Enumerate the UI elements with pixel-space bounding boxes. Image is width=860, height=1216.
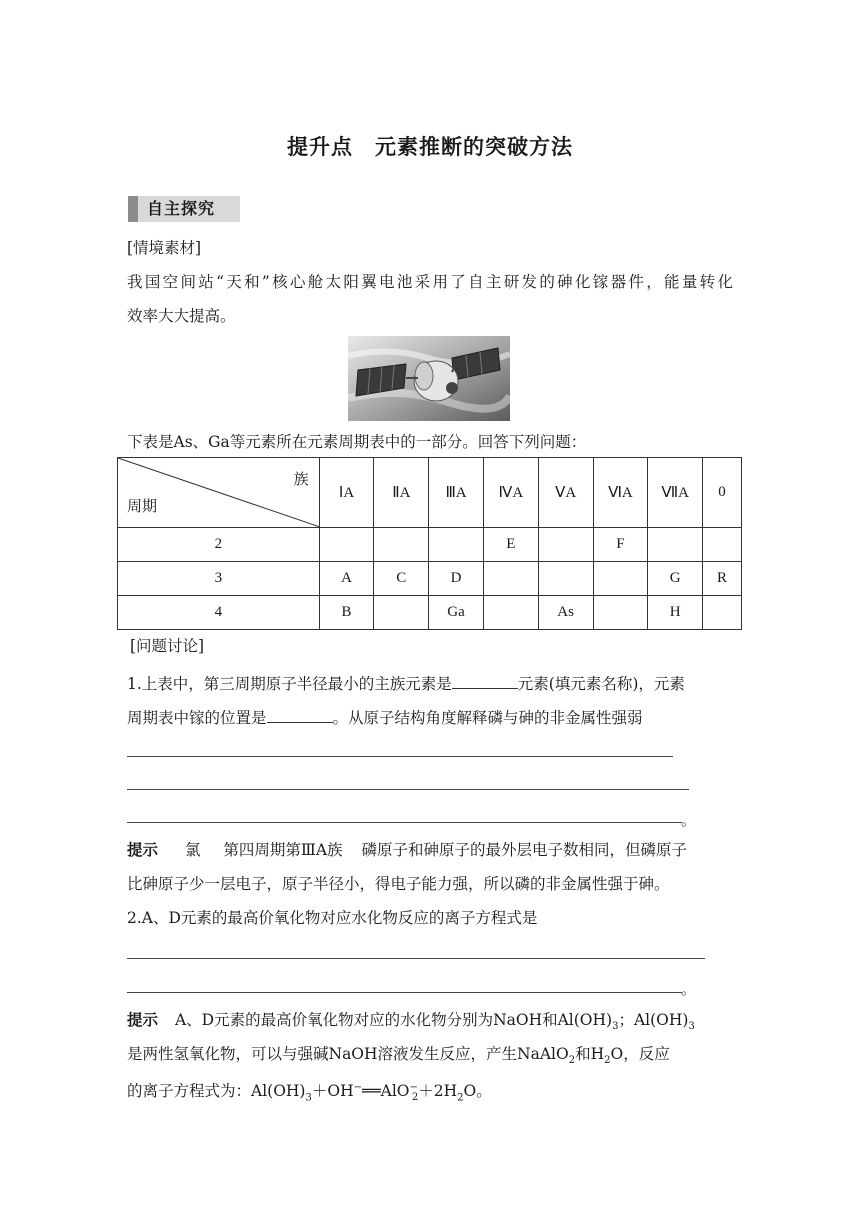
situation-line-2: 效率大大提高。 <box>127 307 236 325</box>
element-cell <box>374 596 429 630</box>
hint1-answer-1: 氯 <box>184 841 201 859</box>
title-part-2: 元素推断的突破方法 <box>375 135 573 159</box>
corner-diagonal-line <box>118 458 320 527</box>
q1-end-period: 。 <box>681 811 697 829</box>
element-cell: G <box>648 562 703 596</box>
hint2-label: 提示 <box>127 1011 159 1029</box>
q2-end-period: 。 <box>681 980 697 998</box>
situation-label: [情境素材] <box>127 239 202 257</box>
subscript-3: 3 <box>305 1092 312 1104</box>
table-corner-cell <box>118 458 320 528</box>
section-tag <box>128 196 240 222</box>
q2-answer-line-2[interactable] <box>127 992 682 993</box>
hint2-line-1 <box>127 1010 695 1037</box>
discussion-label: [问题讨论] <box>130 637 205 655</box>
hint2-line-2 <box>127 1044 670 1071</box>
corner-group-label: 族 <box>293 472 309 488</box>
element-cell: A <box>319 562 374 596</box>
hint2-eq-e: O。 <box>463 1082 492 1101</box>
group-header: ⅤA <box>538 458 593 528</box>
element-cell: B <box>319 596 374 630</box>
table-intro: 下表是As、Ga等元素所在元素周期表中的一部分。回答下列问题： <box>127 433 587 451</box>
element-cell: F <box>593 528 648 562</box>
corner-period-label: 周期 <box>127 499 158 515</box>
table-row <box>118 596 742 630</box>
element-cell: E <box>483 528 538 562</box>
q1-answer-line-2[interactable] <box>127 789 689 790</box>
hint2-text-e: O，反应 <box>610 1045 670 1063</box>
element-cell <box>593 562 648 596</box>
hint1-answer-3: 磷原子和砷原子的最外层电子数相同，但磷原子 <box>361 841 688 859</box>
hint2-eq-d: ＋2H <box>418 1082 458 1101</box>
subscript-2: 2 <box>457 1092 464 1104</box>
space-station-illustration <box>348 336 510 421</box>
group-header: ⅢA <box>429 458 484 528</box>
title-part-1: 提升点 <box>287 135 353 159</box>
q1-blank-1[interactable] <box>452 672 518 689</box>
hint1-answer-2: 第四周期第ⅢA族 <box>223 841 343 859</box>
q2-answer-line-1[interactable] <box>127 958 705 959</box>
situation-line-1: 我国空间站“天和”核心舱太阳翼电池采用了自主研发的砷化镓器件，能量转化 <box>127 273 733 291</box>
hint2-text-d: 和H <box>575 1045 605 1063</box>
subscript-2: 2 <box>568 1055 576 1067</box>
q1-blank-2[interactable] <box>267 706 333 723</box>
element-cell <box>319 528 374 562</box>
group-header: ⅦA <box>648 458 703 528</box>
subscript-3: 3 <box>688 1021 695 1033</box>
hint1-label: 提示 <box>127 841 159 859</box>
section-tag-label: 自主探究 <box>147 199 216 218</box>
hint2-eq-b: ＋OH <box>311 1082 354 1101</box>
hint2-text-a: A、D元素的最高价氧化物对应的水化物分别为NaOH和Al(OH) <box>174 1011 613 1029</box>
subscript-2: 2 <box>411 1092 419 1104</box>
section-tag-bar <box>128 196 138 222</box>
q1-text-c: 周期表中镓的位置是 <box>127 709 267 727</box>
periodic-table-excerpt <box>117 457 742 630</box>
element-cell: D <box>429 562 484 596</box>
group-header: ⅥA <box>593 458 648 528</box>
hint2-equation-line <box>127 1078 492 1108</box>
q1-text-b: 元素(填元素名称)，元素 <box>517 675 685 693</box>
q1-answer-line-1[interactable] <box>127 756 673 757</box>
subscript-3: 3 <box>612 1021 619 1033</box>
element-cell <box>483 562 538 596</box>
element-cell <box>429 528 484 562</box>
group-header: ⅠA <box>319 458 374 528</box>
q1-text-a: 1.上表中，第三周期原子半径最小的主族元素是 <box>127 675 452 693</box>
element-cell: H <box>648 596 703 630</box>
hint2-text-c: 是两性氢氧化物，可以与强碱NaOH溶液发生反应，产生NaAlO <box>127 1045 569 1063</box>
period-cell: 3 <box>118 562 320 596</box>
q1-answer-line-3[interactable] <box>127 822 682 823</box>
superscript-minus: − <box>409 1082 418 1093</box>
hint1-line-1 <box>127 840 687 860</box>
group-header: 0 <box>703 458 742 528</box>
period-cell: 2 <box>118 528 320 562</box>
group-header: ⅡA <box>374 458 429 528</box>
element-cell: C <box>374 562 429 596</box>
element-cell: R <box>703 562 742 596</box>
element-cell <box>483 596 538 630</box>
group-header: ⅣA <box>483 458 538 528</box>
superscript-minus: − <box>353 1082 362 1093</box>
element-cell: As <box>538 596 593 630</box>
q1-text-d: 。从原子结构角度解释磷与砷的非金属性强弱 <box>332 709 643 727</box>
space-station-photo <box>348 336 510 421</box>
element-cell <box>593 596 648 630</box>
q1-line-2 <box>127 706 643 728</box>
page-title <box>0 131 860 161</box>
period-cell: 4 <box>118 596 320 630</box>
subscript-2: 2 <box>604 1055 611 1067</box>
element-cell: Ga <box>429 596 484 630</box>
element-cell <box>538 528 593 562</box>
element-cell <box>703 596 742 630</box>
table-header-row <box>118 458 742 528</box>
hint1-line-2: 比砷原子少一层电子，原子半径小，得电子能力强，所以磷的非金属性强于砷。 <box>127 875 670 893</box>
table-row <box>118 528 742 562</box>
hint2-eq-c: ══AlO <box>361 1082 410 1101</box>
hint2-text-b: ；Al(OH) <box>618 1011 689 1029</box>
element-cell <box>538 562 593 596</box>
element-cell <box>703 528 742 562</box>
q2-line-1: 2.A、D元素的最高价氧化物对应水化物反应的离子方程式是 <box>127 909 538 927</box>
hint2-eq-a: 的离子方程式为：Al(OH) <box>127 1082 306 1101</box>
element-cell <box>374 528 429 562</box>
table-row <box>118 562 742 596</box>
q1-line-1 <box>127 672 685 694</box>
element-cell <box>648 528 703 562</box>
